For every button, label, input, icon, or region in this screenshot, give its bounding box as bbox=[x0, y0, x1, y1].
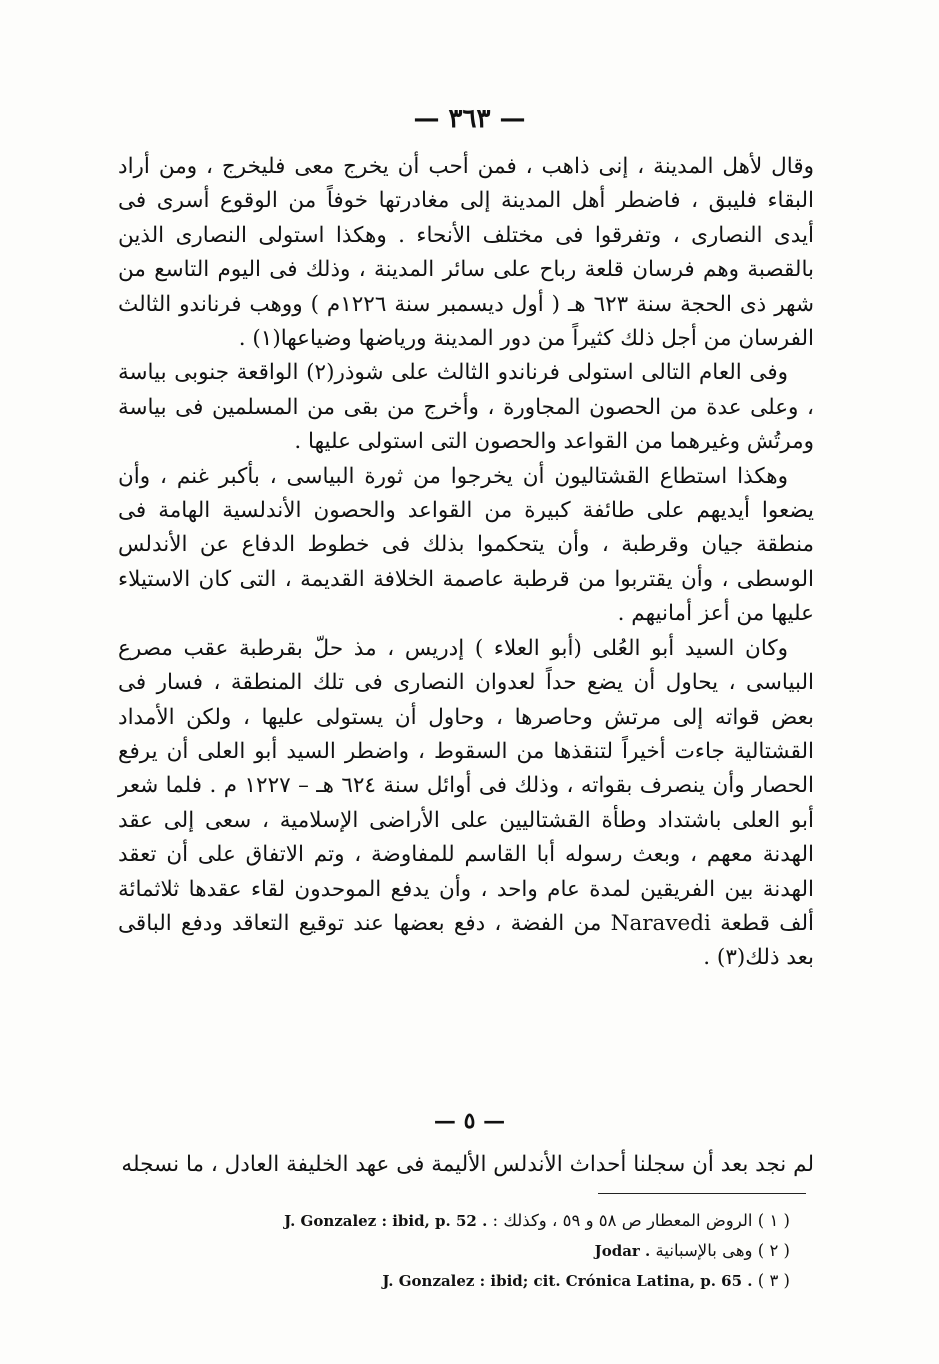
paragraph: وكان السيد أبو العُلى (أبو العلاء ) إدريس ، مذ حلّ بقرطبة عقب مصرع البياسى ، يحاول أن يضع حداً لعدوان النصارى فى تلك المنطقة ، فسار فى بعض قواته إلى مرتش وحاصرها ، وحاول أن يستولى عليها ، ولكن الأمداد القشتالية جاءت أخيراً لتنقذها من السقوط ، واضطر السيد أبو العلى أن يرفع الحصار وأن ينصرف بقواته ، وذلك فى أوائل سنة ٦٢٤ هـ – ١٢٢٧ م . فلما شعر أبو العلى باشتداد وطأة القشتاليين على الأراضى الإسلامية ، سعى إلى عقد الهدنة معهم ، وبعث رسوله أبا القاسم للمفاوضة ، وتم الاتفاق على أن تعقد الهدنة بين الفريقين لمدة عام واحد ، وأن يدفع الموحدون لقاء عقدها ثلاثمائة ألف قطعة Naravedi من الفضة ، دفع بعضها عند توقيع التعاقد ودفع الباقى بعد ذلك(٣) . bbox=[118, 635, 815, 971]
section-number: — ٥ — bbox=[433, 1108, 506, 1134]
page-number: — ٣٦٣ — bbox=[413, 104, 526, 134]
paragraph: وقال لأهل المدينة ، إنى ذاهب ، فمن أحب أن يخرج معى فليخرج ، ومن أراد البقاء فليبق ، فاضطر أهل المدينة إلى مغادرتها خوفاً من الوقوع أسرى فى أيدى النصارى ، وتفرقوا فى مختلف الأنحاء . وهكذا استولى النصارى الذين بالقصبة وهم فرسان قلعة رباح على سائر المدينة ، وذلك فى اليوم التاسع من شهر ذى الحجة سنة ٦٢٣ هـ ( أول ديسمبر سنة ١٢٢٦م ) ووهب فرناندو الثالث الفرسان من أجل ذلك كثيراً من دور المدينة ورياضها وضياعها(١) . bbox=[118, 154, 814, 352]
footnote-number: ( ٣ ) bbox=[757, 1271, 790, 1290]
footnote bbox=[150, 1206, 790, 1236]
body-text bbox=[118, 150, 814, 976]
section-opening-line: لم نجد بعد أن سجلنا أحداث الأندلس الأليمة فى عهد الخليفة العادل ، ما نسجله bbox=[121, 1152, 814, 1177]
footnote bbox=[150, 1236, 790, 1266]
paragraph: وهكذا استطاع القشتاليون أن يخرجوا من ثورة البياسى ، بأكبر غنم ، وأن يضعوا أيديهم على طائفة كبيرة من القواعد والحصون الأندلسية الهامة فى منطقة جيان وقرطبة ، وأن يتحكموا بذلك فى خطوط الدفاع عن الأندلس الوسطى ، وأن يقتربوا من قرطبة عاصمة الخلافة القديمة ، التى كان الاستيلاء عليها من أعز أمانيهم . bbox=[118, 463, 814, 627]
footnote-latin: Jodar . bbox=[594, 1242, 651, 1260]
footnote-arabic: وهى بالإسبانية bbox=[655, 1241, 753, 1260]
footnote-latin: J. Gonzalez : ibid; cit. Crónica Latina, p. 65 . bbox=[382, 1272, 753, 1290]
footnote-number: ( ١ ) bbox=[757, 1211, 790, 1230]
footnote-arabic: الروض المعطار ص ٥٨ و ٥٩ ، وكذلك : bbox=[492, 1211, 753, 1230]
footnotes bbox=[150, 1206, 790, 1296]
footnote-latin: J. Gonzalez : ibid, p. 52 . bbox=[284, 1212, 488, 1230]
footnote-number: ( ٢ ) bbox=[757, 1241, 790, 1260]
paragraph: وفى العام التالى استولى فرناندو الثالث على شوذر(٢) الواقعة جنوبى بياسة ، وعلى عدة من الحصون المجاورة ، وأخرج من بقى من المسلمين فى بياسة ومرتُش وغيرهما من القواعد والحصون التى استولى عليها . bbox=[118, 360, 814, 455]
footnote-divider bbox=[598, 1193, 806, 1194]
footnote bbox=[150, 1266, 790, 1296]
